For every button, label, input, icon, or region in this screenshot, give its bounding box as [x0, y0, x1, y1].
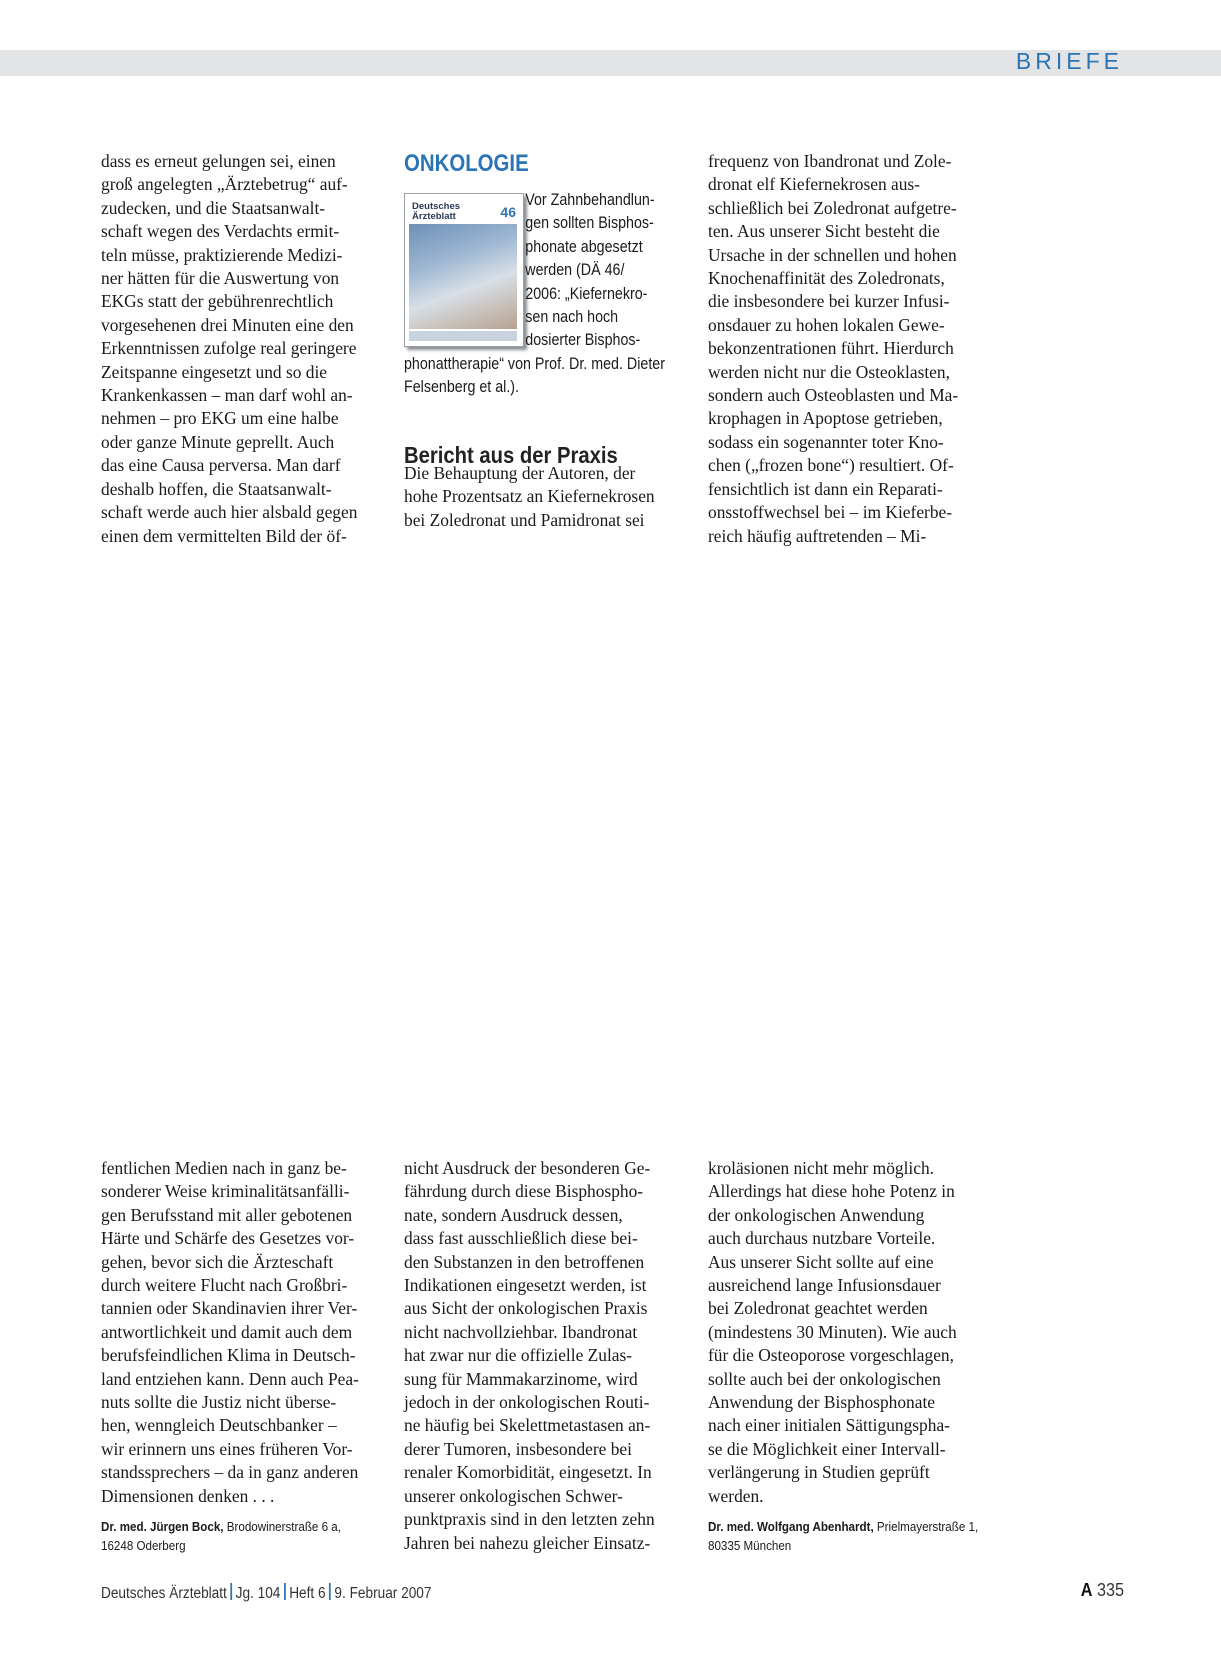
text-line: Härte und Schärfe des Gesetzes vor- [101, 1228, 355, 1249]
text-line: teln müsse, praktizierende Medizi- [101, 244, 343, 265]
text-line: ausreichend lange Infusionsdauer [708, 1275, 941, 1296]
text-line: sollte auch bei der onkologischen [708, 1368, 941, 1389]
section-label: BRIEFE [1015, 48, 1123, 74]
text-line: Allerdings hat diese hohe Potenz in [708, 1181, 955, 1202]
text-line: (mindestens 30 Minuten). Wie auch [708, 1321, 957, 1342]
text-line: hohe Prozentsatz an Kiefernekrosen [404, 486, 655, 507]
text-line: sodass ein sogenannter toter Kno- [708, 431, 944, 452]
text-line: aus Sicht der onkologischen Praxis [404, 1298, 648, 1319]
text-line: schaft werde auch hier alsbald gegen [101, 502, 358, 523]
signature-city: 16248 Oderberg [101, 1538, 186, 1553]
text-line: Krankenkassen – man darf wohl an- [101, 385, 353, 406]
text-line: Die Behauptung der Autoren, der [404, 463, 636, 483]
text-line: onsstoffwechsel bei – im Kieferbe- [708, 502, 953, 523]
text-line: die insbesondere bei kurzer Infusi- [708, 291, 950, 312]
text-line: werden (DÄ 46/ [525, 260, 625, 280]
text-line: tannien oder Skandinavien ihrer Ver- [101, 1298, 358, 1319]
text-line: frequenz von Ibandronat und Zole- [708, 151, 952, 171]
text-line: Dimensionen denken . . . [101, 1485, 275, 1506]
text-line: Aus unserer Sicht sollte auf eine [708, 1251, 934, 1272]
intro-full [404, 352, 694, 399]
footer-separator [230, 1583, 232, 1600]
text-line: durch weitere Flucht nach Großbri- [101, 1275, 348, 1296]
footer-issue: Heft 6 [289, 1585, 326, 1602]
text-line: sen nach hoch [525, 307, 619, 327]
text-line: standssprechers – da in ganz anderen [101, 1462, 359, 1483]
letter2-column-right-top [708, 150, 998, 548]
text-line: krophagen in Apoptose getrieben, [708, 408, 943, 429]
footer-separator [329, 1583, 331, 1600]
cover-brand-line2: Ärzteblatt [412, 211, 456, 222]
text-line: wir erinnern uns eines früheren Vor- [101, 1438, 353, 1459]
text-line: Vor Zahnbehandlun- [525, 190, 655, 209]
text-line: dass fast ausschließlich diese bei- [404, 1228, 638, 1249]
intro-indented [404, 188, 694, 352]
text-line: Erkenntnissen zufolge real geringere [101, 338, 357, 359]
text-line: se die Möglichkeit einer Intervall- [708, 1438, 946, 1459]
text-line: derer Tumoren, insbesondere bei [404, 1438, 632, 1459]
footer-volume: Jg. 104 [235, 1585, 281, 1602]
text-line: dass es erneut gelungen sei, einen [101, 151, 336, 171]
text-line: sung für Mammakarzinome, wird [404, 1368, 638, 1389]
text-line: dosierter Bisphos- [525, 330, 641, 350]
signature-abenhardt [708, 1517, 1015, 1555]
text-line: kroläsionen nicht mehr möglich. [708, 1158, 935, 1178]
text-line: nach einer initialen Sättigungspha- [708, 1415, 950, 1436]
text-line: sondern auch Osteoblasten und Ma- [708, 385, 959, 406]
subheading-bericht: Bericht aus der Praxis [404, 442, 618, 468]
text-line: auch durchaus nutzbare Vorteile. [708, 1228, 936, 1249]
text-line: schaft wegen des Verdachts ermit- [101, 221, 340, 242]
text-line: phonattherapie“ von Prof. Dr. med. Dieter [404, 353, 665, 373]
text-line: ne häufig bei Skelettmetastasen an- [404, 1415, 651, 1436]
letter1-column-bottom [101, 1157, 386, 1508]
text-line: schließlich bei Zoledronat aufgetre- [708, 197, 957, 218]
cover-brand-line1: Deutsches [412, 201, 461, 212]
text-line: verlängerung in Studien geprüft [708, 1462, 930, 1483]
text-line: Ursache in der schnellen und hohen [708, 244, 957, 265]
footer-journal: Deutsches Ärzteblatt [101, 1585, 227, 1602]
text-line: onsdauer zu hohen lokalen Gewe- [708, 314, 945, 335]
text-line: jedoch in der onkologischen Routi- [404, 1392, 650, 1413]
letter2-column-top [404, 462, 694, 532]
text-line: einen dem vermittelten Bild der öf- [101, 525, 347, 546]
text-line: nicht nachvollziehbar. Ibandronat [404, 1321, 638, 1342]
text-line: bei Zoledronat geachtet werden [708, 1298, 928, 1319]
text-line: hen, wenngleich Deutschbanker – [101, 1415, 337, 1436]
text-line: Indikationen eingesetzt werden, ist [404, 1275, 647, 1296]
text-line: berufsfeindlichen Klima in Deutsch- [101, 1345, 356, 1366]
text-line: sonderer Weise kriminalitätsanfälli- [101, 1181, 350, 1202]
text-line: für die Osteoporose vorgeschlagen, [708, 1345, 954, 1366]
text-line: ner hätten für die Auswertung von [101, 268, 340, 289]
text-line: renaler Komorbidität, eingesetzt. In [404, 1462, 652, 1483]
footer-citation [101, 1583, 431, 1603]
letter1-column-top [101, 150, 386, 548]
signature-bock [101, 1517, 374, 1555]
text-line: den Substanzen in den betroffenen [404, 1251, 645, 1272]
text-line: punktpraxis sind in den letzten zehn [404, 1509, 655, 1530]
text-line: dronat elf Kiefernekrosen aus- [708, 174, 920, 195]
text-line: nuts sollte die Justiz nicht überse- [101, 1392, 337, 1413]
text-line: bekonzentrationen führt. Hierdurch [708, 338, 954, 359]
letter2-column-middle-bottom [404, 1157, 694, 1555]
text-line: zudecken, und die Staatsanwalt- [101, 197, 326, 218]
text-line: bei Zoledronat und Pamidronat sei [404, 509, 645, 530]
footer-separator [284, 1583, 286, 1600]
text-line: 2006: „Kiefernekro- [525, 283, 648, 303]
text-line: fentlichen Medien nach in ganz be- [101, 1158, 347, 1178]
text-line: nate, sondern Ausdruck dessen, [404, 1204, 623, 1225]
text-line: das eine Causa perversa. Man darf [101, 455, 341, 476]
text-line: Jahren bei nahezu gleicher Einsatz- [404, 1532, 651, 1553]
signature-city: 80335 München [708, 1538, 792, 1553]
text-line: werden. [708, 1485, 764, 1506]
text-line: Knochenaffinität des Zoledronats, [708, 268, 945, 289]
text-line: fährdung durch diese Bisphospho- [404, 1181, 644, 1202]
text-line: gehen, bevor sich die Ärzteschaft [101, 1251, 334, 1272]
text-line: nehmen – pro EKG um eine halbe [101, 408, 339, 429]
text-line: land entziehen kann. Denn auch Pea- [101, 1368, 359, 1389]
text-line: oder ganze Minute geprellt. Auch [101, 431, 335, 452]
text-line: ten. Aus unserer Sicht besteht die [708, 221, 940, 242]
text-line: chen („frozen bone“) resultiert. Of- [708, 455, 954, 476]
text-line: Felsenberg et al.). [404, 377, 520, 397]
signature-name: Dr. med. Wolfgang Abenhardt, [708, 1519, 874, 1534]
letter2-column-right-bottom [708, 1157, 998, 1508]
text-line: phonate abgesetzt [525, 236, 643, 256]
text-line: unserer onkologischen Schwer- [404, 1485, 623, 1506]
text-line: Zeitspanne eingesetzt und so die [101, 361, 328, 382]
text-line: reich häufig auftretenden – Mi- [708, 525, 927, 546]
footer-date: 9. Februar 2007 [334, 1585, 432, 1602]
cover-issue-number: 46 [500, 204, 516, 220]
text-line: nicht Ausdruck der besonderen Ge- [404, 1158, 651, 1178]
signature-street: Prielmayerstraße 1, [876, 1519, 979, 1534]
signature-name: Dr. med. Jürgen Bock, [101, 1519, 224, 1534]
text-line: groß angelegten „Ärztebetrug“ auf- [101, 174, 348, 195]
text-line: Anwendung der Bisphosphonate [708, 1392, 936, 1413]
text-line: fensichtlich ist dann ein Reparati- [708, 478, 943, 499]
page-value: 335 [1096, 1580, 1124, 1600]
text-line: gen sollten Bisphos- [525, 213, 654, 233]
page-number [1081, 1580, 1124, 1601]
onkologie-intro [404, 188, 694, 399]
text-line: werden nicht nur die Osteoklasten, [708, 361, 950, 382]
text-line: EKGs statt der gebührenrechtlich [101, 291, 334, 312]
text-line: deshalb hoffen, die Staatsanwalt- [101, 478, 332, 499]
signature-street: Brodowinerstraße 6 a, [226, 1519, 341, 1534]
text-line: antwortlichkeit und damit auch dem [101, 1321, 353, 1342]
text-line: hat zwar nur die offizielle Zulas- [404, 1345, 633, 1366]
text-line: gen Berufsstand mit aller gebotenen [101, 1204, 353, 1225]
section-title-onkologie: ONKOLOGIE [404, 150, 529, 177]
page-prefix: A [1080, 1580, 1093, 1600]
text-line: vorgesehenen drei Minuten eine den [101, 314, 354, 335]
text-line: der onkologischen Anwendung [708, 1204, 925, 1225]
